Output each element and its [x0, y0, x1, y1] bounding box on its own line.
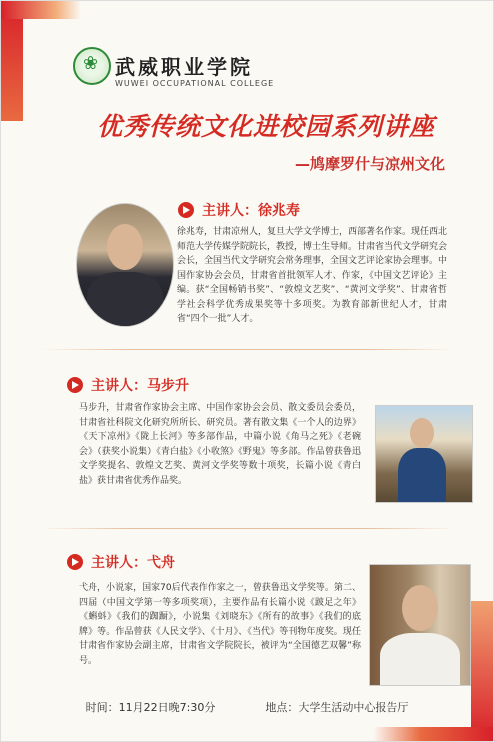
- speaker-heading: [67, 552, 175, 572]
- speaker-photo: [375, 405, 473, 503]
- speaker-heading: [67, 375, 189, 395]
- corner-decoration: [373, 727, 493, 741]
- arrow-icon: [67, 377, 83, 393]
- arrow-icon: [67, 554, 83, 570]
- speaker-bio: 徐兆寿，甘肃凉州人，复旦大学文学博士，西部著名作家。现任西北师范大学传媒学院院长，教授，博士生导师。甘肃省当代文学研究会会长，全国当代文学研究会常务理事，全国文艺评论家协会理事。中国作家协会会员，甘肃省首批领军人才、作家，《中国文艺评论》主编。获“全国畅销书奖”、“敦煌文艺奖”、“黄河文学奖”、甘肃省哲学社会科学优秀成果奖等十多项奖。为教育部新世纪人才，甘肃省“四个一批”人才。: [177, 227, 448, 324]
- speaker-name: 主讲人：弋舟: [91, 555, 175, 571]
- college-name-en: WUWEI OCCUPATIONAL COLLEGE: [115, 79, 275, 88]
- college-logo-icon: [73, 47, 111, 85]
- divider: [41, 349, 455, 350]
- speaker-bio: 弋舟，小说家，国家70后代表作作家之一，曾获鲁迅文学奖等。第二、四届（中国文学第一等多项奖项），主要作品有长篇小说《跛足之年》《蝌蚪》《我们的踟蹰》，小说集《刘晓东》《所有的故事》《我们的底牌》等。作品曾获《人民文学》、《十月》、《当代》等刊物年度奖。现任甘肃省作家协会副主席，甘肃省文学院院长，被评为“全国德艺双馨”称号。: [79, 583, 361, 666]
- speaker-photo: [76, 203, 174, 327]
- corner-decoration: [471, 601, 493, 741]
- event-place: 地点：大学生活动中心报告厅: [265, 701, 409, 714]
- arrow-icon: [178, 202, 194, 218]
- poster-subtitle: —鸠摩罗什与凉州文化: [294, 155, 445, 173]
- corner-decoration: [1, 1, 81, 19]
- speaker-heading: [178, 200, 300, 220]
- corner-decoration: [1, 1, 23, 121]
- speaker-bio: 马步升，甘肃省作家协会主席、中国作家协会会员、散文委员会委员，甘肃省社科院文化研究所所长、研究员。著有散文集《一个人的边界》《天下凉州》《陇上长河》等多部作品，中篇小说《角马之死》《老碗会》（获奖小说集）《青白盐》《小收煞》《野鬼》等多部。作品曾获鲁迅文学奖提名、敦煌文艺奖、黄河文学奖等数十项奖，长篇小说《青白盐》获甘肃省优秀作品奖。: [79, 403, 361, 486]
- divider: [41, 528, 455, 529]
- speaker-photo: [369, 564, 471, 686]
- college-name: 武威职业学院: [115, 55, 253, 79]
- poster-title: 优秀传统文化进校园系列讲座: [96, 112, 435, 141]
- event-time: 时间：11月22日晚7:30分: [85, 701, 216, 714]
- event-info: [1, 699, 493, 715]
- speaker-name: 主讲人：马步升: [91, 378, 189, 394]
- speaker-name: 主讲人：徐兆寿: [202, 203, 300, 219]
